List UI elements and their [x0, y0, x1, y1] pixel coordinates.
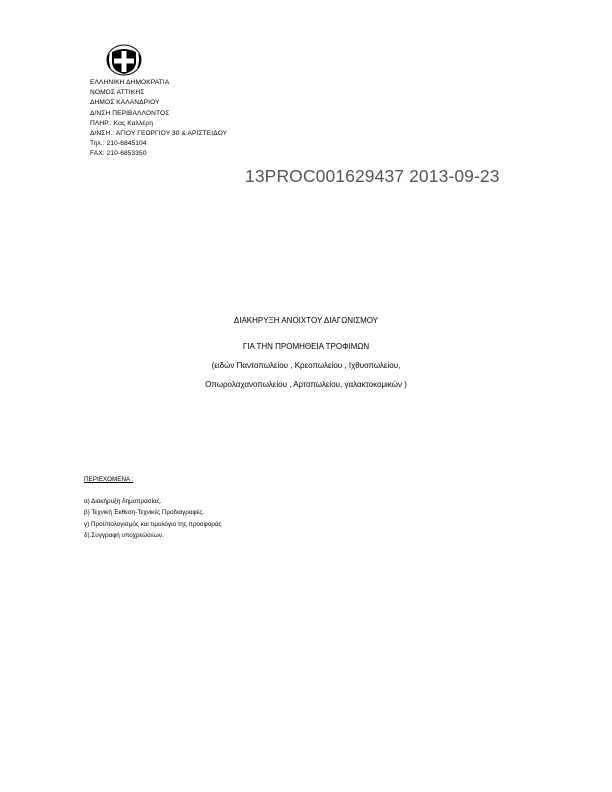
document-title: ΔΙΑΚΗΡΥΞΗ ΑΝΟΙΧΤΟΥ ΔΙΑΓΩΝΙΣΜΟΥ [233, 316, 379, 325]
greek-coat-of-arms-icon [106, 44, 142, 76]
issuer-header [90, 78, 227, 160]
header-line-phone: Τηλ.: 210-6845104 [90, 140, 147, 148]
document-subtitle-detail-2: Οπωρολαχανοπωλείου , Αρτοπωλείου, γαλακτοκομικών ) [205, 380, 407, 389]
contents-item: δ).Συγγραφή υποχρεώσεων. [84, 531, 164, 539]
header-line-municipality: ΔΗΜΟΣ ΚΑΛΑΝΔΡΙΟΥ [90, 99, 160, 107]
header-line-address: Δ/ΝΣΗ.: ΑΓΙΟΥ ΓΕΩΡΓΙΟΥ 30 & ΑΡΙΣΤΕΙΔΟΥ [90, 130, 228, 138]
document-subtitle-detail-1: (ειδών Παντοπωλείου , Κρεοπωλείου , Ιχθυοπωλείου, [211, 361, 401, 370]
header-line-department: Δ/ΝΣΗ ΠΕΡΙΒΑΛΛΟΝΤΟΣ [90, 109, 170, 117]
document-subtitle: ΓΙΑ ΤΗΝ ΠΡΟΜΗΘΕΙΑ ΤΡΟΦΙΜΩΝ [242, 342, 370, 351]
contents-section [84, 474, 222, 541]
document-id-stamp: 13PROC001629437 2013-09-23 [245, 166, 500, 186]
header-line-prefecture: ΝΟΜΟΣ ΑΤΤΙΚΗΣ [90, 89, 145, 97]
contents-heading: ΠΕΡΙΕΧΟΜΕΝΑ : [84, 476, 134, 483]
contents-item: α) Διακήρυξη δημοπρασίας. [84, 498, 162, 506]
contents-item: γ) Προϋπολογισμός και τιμολόγιο της προσφοράς [84, 520, 222, 528]
header-line-fax: FAX: 210-6853350 [90, 150, 147, 158]
header-line-country: ΕΛΛΗΝΙΚΗ ΔΗΜΟΚΡΑΤΙΑ [90, 79, 170, 86]
contents-item: β) Τεχνική Έκθεση-Τεχνικές Προδιαγραφές. [84, 509, 205, 517]
header-line-contact: ΠΛΗΡ.: Κας Καλλέρη [90, 119, 153, 127]
